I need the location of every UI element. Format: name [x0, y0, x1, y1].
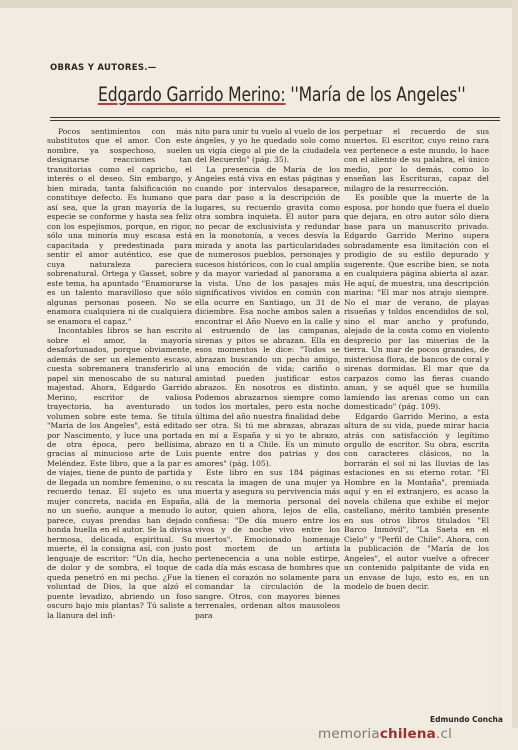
text-column-2 — [195, 127, 340, 620]
text-column-3 — [344, 127, 489, 592]
scan-border-top — [0, 0, 518, 8]
watermark-suffix: .cl — [436, 726, 453, 742]
paragraph: Incontables libros se han escrito sobre el amor, la mayoría desafortunados, porque obviamente, además de ser un elemento escaso, cuesta sobremanera transferirlo al papel sin menoscabo de su natural majestad. Ahora, Edgardo Garrido Merino, escritor de valiosa trayectoria, ha aventurado un volumen sobre este tema. Se titula "María de los Angeles", está editado por Nascimento, y luce una portada de otra época, pero bellísima, gracias al minucioso arte de Luis Meléndez. Este libro, que a la par es de viajes, tiene de punto de partida y de llegada un nombre femenino, o su recuerdo tenaz. El sujeto es una mujer concreta, nacida en España, no un sueño, aunque a menudo lo parece, cuyas prendas han dejado honda huella en el autor. Se la divisa hermosa, delicada, espiritual. Su muerte, él la consigna así, con justo lenguaje de escritor: "Un día, hecho de dolor y de sombra, el toque de queda penetró en mi pecho. ¿Fue la voluntad de Dios, la que alzó el puente levadizo, abriendo un foso oscuro bajo mis plantas? Tú saliste a la llanura del infi- — [47, 326, 192, 620]
article-headline — [98, 83, 466, 106]
text-column-1 — [47, 127, 192, 620]
headline-rule-top — [50, 117, 500, 118]
headline-title: ''María de los Angeles'' — [285, 83, 466, 106]
section-label: OBRAS Y AUTORES.— — [50, 63, 157, 73]
paragraph: Edgardo Garrido Merino, a esta altura de su vida, puede mirar hacia atrás con satisfacción y legítimo orgullo de escritor. Su obra, escrita con caracteres clásicos, no la borrarán el sol ni las lluvias de las estaciones en su eterno rotar. "El Hombre en la Montaña", premiada aquí y en el extranjero, es acaso la novela chilena que exhibe el mejor castellano, mérito también presente en sus otros libros titulados "El Barco Inmóvil", "La Saeta en el Cielo" y "Perfil de Chile". Ahora, con la publicación de "María de los Angeles", el autor vuelve a ofrecer un contenido palpitante de vida en un envase de lujo, esto es, en un modelo de buen decir. — [344, 411, 489, 592]
paragraph: Es posible que la muerte de la esposa, por hondo que fuera el duelo que dejara, en otro autor sólo diera base para un manuscrito privado. Edgardo Garrido Merino supera sobradamente esa limitación con el prodigio de su estilo depurado y sugerente. Que escribe bien, se nota en cualquiera página abierta al azar. He aquí, de muestra, una descripción marina: "El mar nos atrajo siempre. No el mar de verano, de playas risueñas y toldos encendidos de sol, sino el mar ancho y profundo, alejado de la costa como en violento desprecio por las miserias de la tierra. Un mar de pocos grandes, de misteriosa flora, de bancos de coral y sirenas dormidas. El mar que da carpazos como las fieras cuando aman, y se aquél que se humilla lamiendo las arenas como un can domesticado" (pág. 109). — [344, 193, 489, 412]
watermark-brand: chilena — [379, 726, 436, 742]
paragraph: Este libro en sus 184 páginas rescata la imagen de una mujer ya muerta y asegura su pervivencia más allá de la memoria personal del autor, quien ahora, lejos de ella, confiesa: "De día muero entre los vivos y de noche vivo entre los muertos". Emocionado homenaje post mortem de un artista pertenecencia a una noble estirpe, cada día más escasa de hombres que tienen el corazón no solamente para comandar la circulación de la sangre. Otros, con mayores bienes terrenales, ordenan altos mausoleos para — [195, 468, 340, 620]
paper-stain — [489, 126, 501, 726]
paragraph: La presencia de María de los Angeles está viva en estas páginas y cuando por intervalos desaparece, para dar paso a la descripción de lugares, su recuerdo gravita como otra sombra inquieta. El autor para no pecar de exclusivista y redundar en la monotonía, a veces desvía la mirada y anota las particularidades de numerosos pueblos, personajes y sucesos históricos, con lo cual amplía y da mayor variedad al panorama a la vista. Uno de los pasajes más significativos vividos en común con ella ocurre en Santiago, un 31 de diciembre. Esa noche ambos salen a encontrar el Año Nuevo en la calle y al estruendo de las campanas, sirenas y pitos se abrazan. Ella en esos momentos le dice: "Todos se abrazan buscando un pecho amigo, una emoción de vida; cariño o amistad pueden justificar estos abrazos. En nosotros es distinto. Podemos abrazarnos siempre como todos los mortales, pero esta noche última del año nuestra finalidad debe ser otra. Si tú me abrazas, abrazas en mí a España y si yo te abrazo, abrazo en ti a Chile. Es un minuto puente entre dos patrias y dos amores" (pág. 105). — [195, 164, 340, 468]
scan-border-right — [512, 0, 518, 750]
watermark-prefix: memoria — [318, 726, 380, 742]
author-signature: Edmundo Concha — [430, 715, 503, 724]
site-watermark — [318, 726, 452, 742]
headline-author: Edgardo Garrido Merino: — [98, 83, 286, 106]
paragraph: Pocos sentimientos con más substitutos que el amor. Con este nombre, ya sospechoso, suelen designarse reacciones tan transitorias como el capricho, el interés o el deseo. Sin embargo, y bien mirada, tanta falsificación no constituye defecto. Es humano que así sea, que la gran mayoría de la especie se conforme y hasta sea feliz con los espejismos, porque, en rigor, sólo una minoría muy escasa está capacitada y predestinada para sentir el amor auténtico, ese que cuya naturaleza pareciera sobrenatural. Ortega y Gasset, sobre este tema, ha apuntado "Enamorarse es un talento maravilloso que sólo algunas personas poseen. No se enamora cualquiera ni de cualquiera se enamora el capaz." — [47, 127, 192, 326]
paragraph: perpetuar el recuerdo de sus muertos. El escritor, cuyo reino rara vez pertenece a este mundo, lo hace con el aliento de su palabra, el único medio, por lo demás, como lo enseñan las Escrituras, capaz del milagro de la resurrección. — [344, 127, 489, 193]
paragraph: nito para unir tu vuelo al vuelo de los ángeles, y yo he quedado solo como un vigía ciego al pie de la ciudadela del Recuerdo" (pág. 35). — [195, 127, 340, 165]
headline-rule-bottom — [50, 120, 500, 121]
